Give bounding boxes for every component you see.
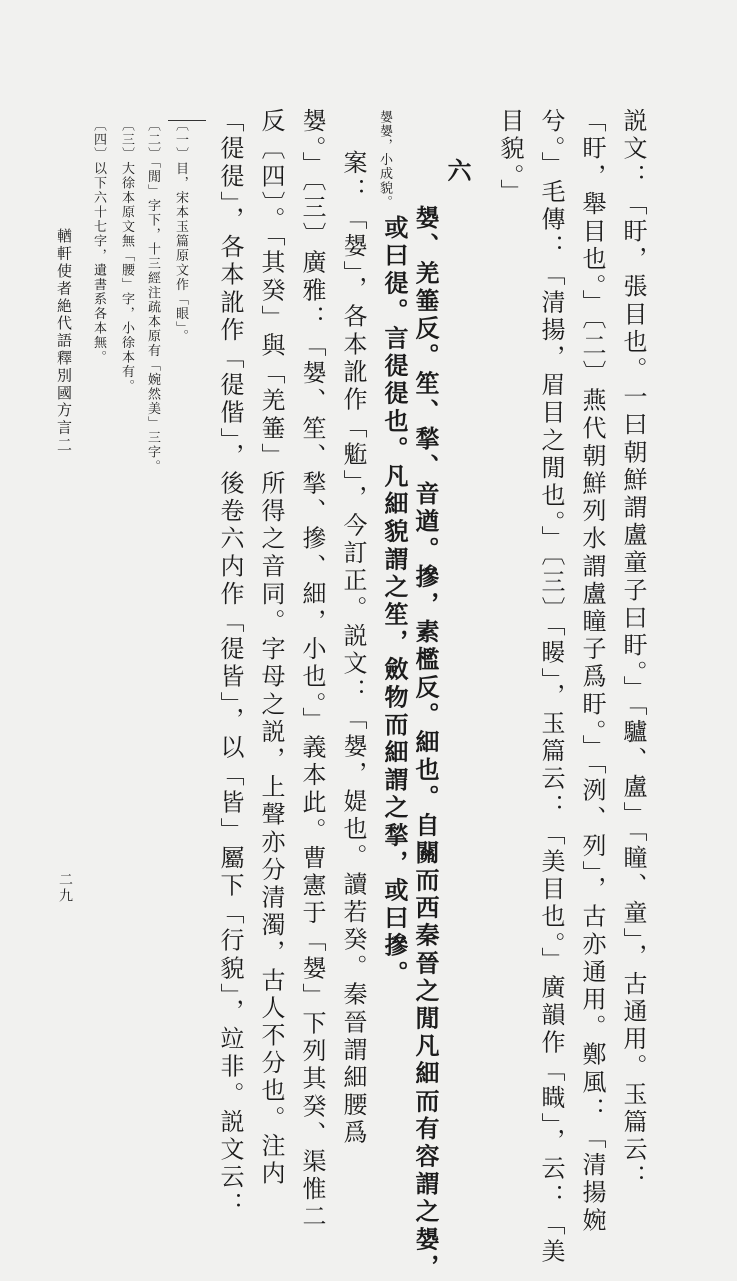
main-text-column-3: 兮。」毛傳：「清揚，眉目之閒也。」〔三〕「䁙」，玉篇云：「美目也。」廣韻作「睵」，云：「美 <box>537 108 565 1266</box>
main-text-column-1: 説文：「盱，張目也。一曰朝鮮謂盧童子曰盱。」「驢、盧」「瞳、童」，古通用。玉篇云： <box>619 108 647 1192</box>
gloss-small-column: 嫢嫢，小成貌。 <box>377 110 392 210</box>
entry-number: 六 <box>443 158 472 186</box>
running-title: 輶軒使者絶代語釋別國方言二 <box>55 228 73 455</box>
main-text-column-4: 目貌。」 <box>496 108 524 207</box>
footnote-3: 〔三〕大徐本原文無「腰」字，小徐本有。 <box>119 118 134 394</box>
headword-column-2: 或曰徥。言徥徥也。凡細貌謂之笙，斂物而細謂之揫，或曰摻。 <box>380 215 409 988</box>
footnote-4: 〔四〕以下六十七字，遺書系各本無。 <box>91 118 106 365</box>
footnote-2: 〔二〕「閒」字下，十三經注疏本原有「婉然美」三字。 <box>145 118 160 474</box>
main-text-column-2: 「盱，舉目也。」〔二〕燕代朝鮮列水謂盧瞳子爲盱。」「洌、列」，古亦通用。鄭風：「清揚婉 <box>578 108 606 1235</box>
commentary-column-4: 「徥徥」，各本訛作「徥偕」，後卷六内作「徥皆」，以「皆」屬下「行貌」，竝非。説文云： <box>216 108 244 1220</box>
commentary-column-3: 反〔四〕。「其癸」與「羌箠」所得之音同。字母之説，上聲亦分清濁，古人不分也。注内 <box>257 108 285 1188</box>
headword-column: 嫢、羌箠反。笙、揫、音遒。摻，素檻反。細也。自關而西秦晉之閒凡細而有容謂之嫢， <box>411 205 440 1281</box>
commentary-column-1: 案：「嫢」，各本訛作「䰢」，今訂正。説文：「嫢，媞也。讀若癸。秦晉謂細腰爲 <box>339 150 367 1148</box>
footnote-1: 〔一〕目，宋本玉篇原文作「眼」。 <box>173 118 188 344</box>
page-number: 二九 <box>57 872 73 904</box>
commentary-column-2: 嫢。」〔三〕廣雅：「嫢、笙、揫、摻、細，小也。」義本此。曹憲于「嫢」下列其癸、渠惟二 <box>298 108 326 1232</box>
